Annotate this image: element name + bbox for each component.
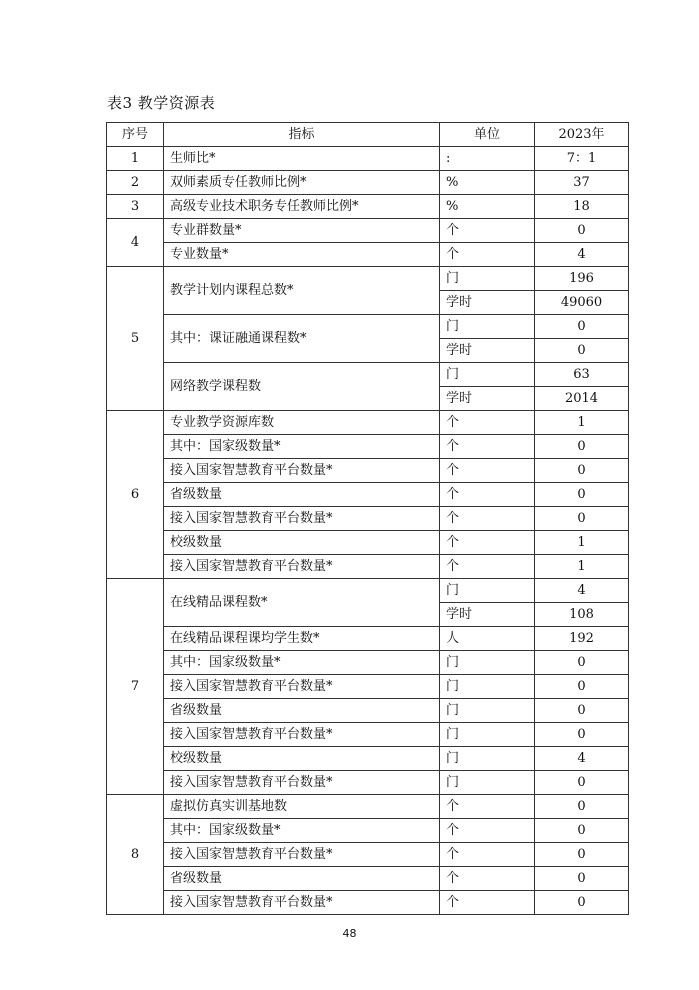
indicator-cell: 在线精品课程数* <box>164 579 440 627</box>
unit-cell: 个 <box>440 891 535 915</box>
table-row <box>107 531 629 555</box>
seq-cell: 3 <box>107 195 164 219</box>
value-cell: 0 <box>535 699 629 723</box>
table-row <box>107 795 629 819</box>
table-row <box>107 771 629 795</box>
value-cell: 0 <box>535 723 629 747</box>
table-row <box>107 627 629 651</box>
value-cell: 192 <box>535 627 629 651</box>
unit-cell: 门 <box>440 315 535 339</box>
value-cell: 18 <box>535 195 629 219</box>
value-cell: 0 <box>535 843 629 867</box>
table-row <box>107 579 629 603</box>
value-cell: 2014 <box>535 387 629 411</box>
indicator-cell: 在线精品课程课均学生数* <box>164 627 440 651</box>
indicator-cell: 校级数量 <box>164 531 440 555</box>
table-caption: 表3 教学资源表 <box>107 94 216 112</box>
value-cell: 0 <box>535 771 629 795</box>
indicator-cell: 省级数量 <box>164 483 440 507</box>
table-row <box>107 747 629 771</box>
unit-cell: 个 <box>440 531 535 555</box>
seq-cell: 5 <box>107 267 164 411</box>
seq-cell: 6 <box>107 411 164 579</box>
unit-cell: 个 <box>440 507 535 531</box>
header-unit: 单位 <box>440 123 535 147</box>
unit-cell: % <box>440 171 535 195</box>
indicator-cell: 接入国家智慧教育平台数量* <box>164 675 440 699</box>
value-cell: 196 <box>535 267 629 291</box>
table-row <box>107 363 629 387</box>
unit-cell: 个 <box>440 459 535 483</box>
unit-cell: 学时 <box>440 387 535 411</box>
header-year: 2023年 <box>535 123 629 147</box>
unit-cell: 个 <box>440 867 535 891</box>
table-row <box>107 699 629 723</box>
table-row <box>107 147 629 171</box>
value-cell: 0 <box>535 651 629 675</box>
value-cell: 37 <box>535 171 629 195</box>
indicator-cell: 接入国家智慧教育平台数量* <box>164 555 440 579</box>
indicator-cell: 接入国家智慧教育平台数量* <box>164 843 440 867</box>
table-row <box>107 315 629 339</box>
unit-cell: 门 <box>440 675 535 699</box>
indicator-cell: 校级数量 <box>164 747 440 771</box>
table-row <box>107 723 629 747</box>
value-cell: 49060 <box>535 291 629 315</box>
unit-cell: 门 <box>440 363 535 387</box>
indicator-cell: 其中：国家级数量* <box>164 435 440 459</box>
indicator-cell: 虚拟仿真实训基地数 <box>164 795 440 819</box>
value-cell: 0 <box>535 483 629 507</box>
table-row <box>107 243 629 267</box>
unit-cell: 门 <box>440 747 535 771</box>
table-row <box>107 651 629 675</box>
unit-cell: : <box>440 147 535 171</box>
indicator-cell: 教学计划内课程总数* <box>164 267 440 315</box>
unit-cell: 个 <box>440 555 535 579</box>
unit-cell: 个 <box>440 219 535 243</box>
indicator-cell: 接入国家智慧教育平台数量* <box>164 723 440 747</box>
table-row <box>107 867 629 891</box>
unit-cell: 个 <box>440 243 535 267</box>
value-cell: 0 <box>535 507 629 531</box>
value-cell: 1 <box>535 531 629 555</box>
unit-cell: 学时 <box>440 291 535 315</box>
value-cell: 1 <box>535 555 629 579</box>
table-row <box>107 819 629 843</box>
table-row <box>107 435 629 459</box>
value-cell: 108 <box>535 603 629 627</box>
table-row <box>107 675 629 699</box>
unit-cell: 个 <box>440 819 535 843</box>
table-row <box>107 891 629 915</box>
unit-cell: 门 <box>440 651 535 675</box>
unit-cell: 门 <box>440 723 535 747</box>
unit-cell: 门 <box>440 267 535 291</box>
seq-cell: 2 <box>107 171 164 195</box>
value-cell: 0 <box>535 867 629 891</box>
unit-cell: % <box>440 195 535 219</box>
seq-cell: 8 <box>107 795 164 915</box>
value-cell: 63 <box>535 363 629 387</box>
unit-cell: 个 <box>440 411 535 435</box>
value-cell: 0 <box>535 795 629 819</box>
indicator-cell: 其中：国家级数量* <box>164 819 440 843</box>
table-row <box>107 267 629 291</box>
value-cell: 4 <box>535 747 629 771</box>
value-cell: 0 <box>535 819 629 843</box>
indicator-cell: 接入国家智慧教育平台数量* <box>164 771 440 795</box>
unit-cell: 门 <box>440 699 535 723</box>
unit-cell: 学时 <box>440 603 535 627</box>
unit-cell: 个 <box>440 843 535 867</box>
indicator-cell: 高级专业技术职务专任教师比例* <box>164 195 440 219</box>
value-cell: 0 <box>535 891 629 915</box>
unit-cell: 个 <box>440 795 535 819</box>
indicator-cell: 网络教学课程数 <box>164 363 440 411</box>
value-cell: 7：1 <box>535 147 629 171</box>
table-row <box>107 219 629 243</box>
seq-cell: 7 <box>107 579 164 795</box>
table-row <box>107 459 629 483</box>
page-number: 48 <box>342 927 357 940</box>
table-row <box>107 507 629 531</box>
indicator-cell: 专业教学资源库数 <box>164 411 440 435</box>
table-header-row <box>107 123 629 147</box>
table-row <box>107 411 629 435</box>
table-body <box>107 147 629 915</box>
indicator-cell: 其中：国家级数量* <box>164 651 440 675</box>
indicator-cell: 接入国家智慧教育平台数量* <box>164 459 440 483</box>
indicator-cell: 省级数量 <box>164 699 440 723</box>
unit-cell: 学时 <box>440 339 535 363</box>
teaching-resources-table <box>106 122 629 915</box>
value-cell: 4 <box>535 243 629 267</box>
header-indicator: 指标 <box>164 123 440 147</box>
unit-cell: 门 <box>440 579 535 603</box>
indicator-cell: 专业群数量* <box>164 219 440 243</box>
unit-cell: 个 <box>440 483 535 507</box>
seq-cell: 4 <box>107 219 164 267</box>
seq-cell: 1 <box>107 147 164 171</box>
value-cell: 4 <box>535 579 629 603</box>
value-cell: 1 <box>535 411 629 435</box>
value-cell: 0 <box>535 675 629 699</box>
value-cell: 0 <box>535 219 629 243</box>
table-row <box>107 171 629 195</box>
table-row <box>107 843 629 867</box>
indicator-cell: 接入国家智慧教育平台数量* <box>164 507 440 531</box>
unit-cell: 个 <box>440 435 535 459</box>
value-cell: 0 <box>535 459 629 483</box>
unit-cell: 人 <box>440 627 535 651</box>
indicator-cell: 专业数量* <box>164 243 440 267</box>
unit-cell: 门 <box>440 771 535 795</box>
indicator-cell: 生师比* <box>164 147 440 171</box>
table-row <box>107 483 629 507</box>
value-cell: 0 <box>535 339 629 363</box>
table-row <box>107 195 629 219</box>
indicator-cell: 其中：课证融通课程数* <box>164 315 440 363</box>
value-cell: 0 <box>535 315 629 339</box>
value-cell: 0 <box>535 435 629 459</box>
header-seq: 序号 <box>107 123 164 147</box>
indicator-cell: 接入国家智慧教育平台数量* <box>164 891 440 915</box>
table-row <box>107 555 629 579</box>
indicator-cell: 双师素质专任教师比例* <box>164 171 440 195</box>
indicator-cell: 省级数量 <box>164 867 440 891</box>
